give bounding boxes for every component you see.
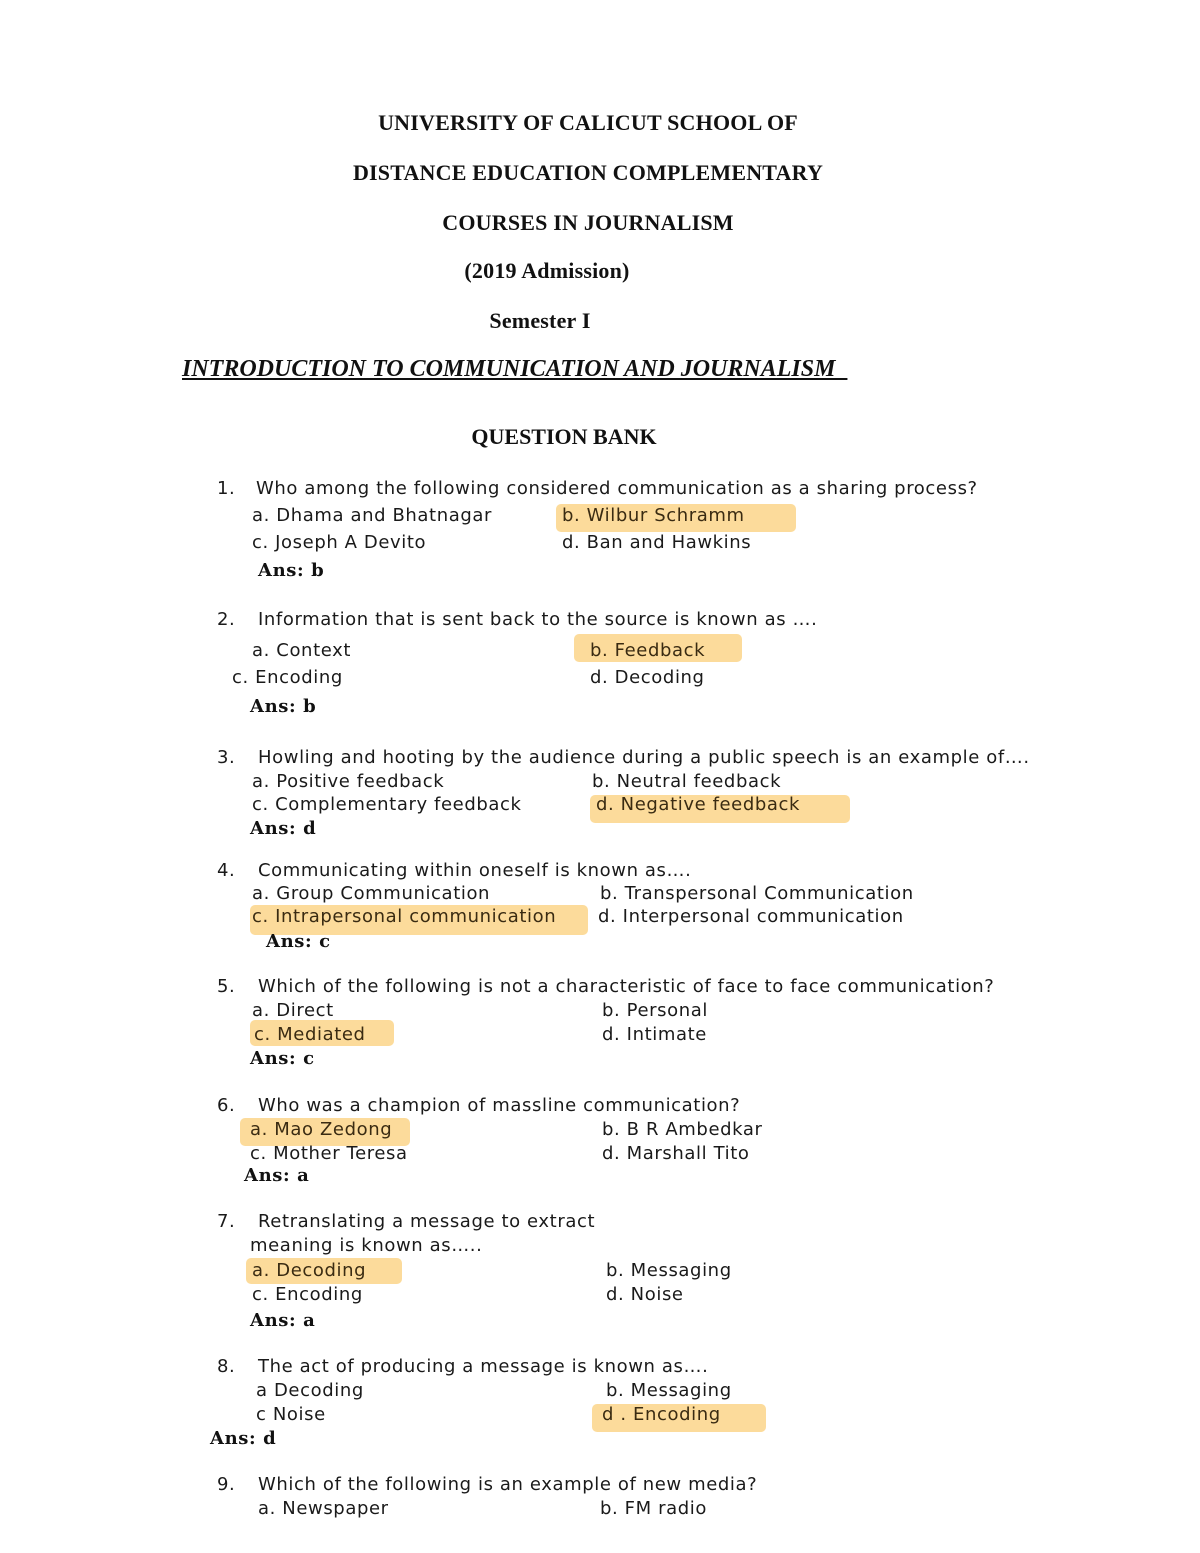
option-b: b. Feedback (590, 640, 706, 661)
option-d: d. Negative feedback (596, 794, 801, 815)
header-university: UNIVERSITY OF CALICUT SCHOOL OF (378, 110, 798, 135)
option-d: d. Noise (606, 1284, 684, 1305)
answer: Ans: b (250, 696, 317, 717)
question-text: Which of the following is an example of new media? (258, 1474, 758, 1495)
option-a: a. Positive feedback (252, 771, 445, 792)
question-number: 2. (217, 609, 236, 630)
answer: Ans: c (266, 931, 331, 952)
option-a: a. Dhama and Bhatnagar (252, 505, 492, 526)
option-c: c. Encoding (232, 667, 343, 688)
option-d: d. Decoding (590, 667, 705, 688)
header-distance-education: DISTANCE EDUCATION COMPLEMENTARY (352, 160, 824, 185)
answer: Ans: b (258, 560, 325, 581)
option-b: b. Messaging (606, 1380, 732, 1401)
header-admission: (2019 Admission) (464, 258, 630, 283)
option-c: c. Joseph A Devito (252, 532, 427, 553)
question-text: Retranslating a message to extract (258, 1211, 596, 1232)
answer: Ans: c (250, 1048, 315, 1069)
option-b: b. Personal (602, 1000, 708, 1021)
answer: Ans: a (250, 1310, 316, 1331)
option-d: d. Marshall Tito (602, 1143, 750, 1164)
question-text-continued: meaning is known as….. (250, 1235, 483, 1256)
question-text: Which of the following is not a characteristic of face to face communication? (258, 976, 995, 997)
option-a: a. Context (252, 640, 351, 661)
option-b: b. Wilbur Schramm (562, 505, 745, 526)
question-text: Who was a champion of massline communication? (258, 1095, 741, 1116)
option-a: a Decoding (256, 1380, 364, 1401)
option-d: d. Interpersonal communication (598, 906, 904, 927)
question-text: The act of producing a message is known as…. (258, 1356, 709, 1377)
question-text: Howling and hooting by the audience during a public speech is an example of…. (258, 747, 1030, 768)
question-text: Communicating within oneself is known as…. (258, 860, 692, 881)
option-c: c. Intrapersonal communication (252, 906, 557, 927)
option-a: a. Newspaper (258, 1498, 389, 1519)
option-a: a. Group Communication (252, 883, 491, 904)
question-number: 9. (217, 1474, 236, 1495)
option-b: b. FM radio (600, 1498, 707, 1519)
question-number: 4. (217, 860, 236, 881)
option-c: c. Mother Teresa (250, 1143, 408, 1164)
option-d: d. Intimate (602, 1024, 707, 1045)
option-a: a. Mao Zedong (250, 1119, 393, 1140)
header-courses: COURSES IN JOURNALISM (442, 210, 734, 235)
question-text: Information that is sent back to the source is known as …. (258, 609, 818, 630)
question-number: 5. (217, 976, 236, 997)
option-c: c. Encoding (252, 1284, 363, 1305)
question-number: 6. (217, 1095, 236, 1116)
option-d: d. Ban and Hawkins (562, 532, 752, 553)
option-b: b. Messaging (606, 1260, 732, 1281)
option-b: b. Transpersonal Communication (600, 883, 914, 904)
option-b: b. B R Ambedkar (602, 1119, 763, 1140)
question-number: 8. (217, 1356, 236, 1377)
option-b: b. Neutral feedback (592, 771, 782, 792)
header-semester: Semester I (489, 308, 591, 333)
option-c: c Noise (256, 1404, 326, 1425)
question-text: Who among the following considered communication as a sharing process? (256, 478, 978, 499)
option-d: d . Encoding (602, 1404, 721, 1425)
option-c: c. Complementary feedback (252, 794, 522, 815)
option-a: a. Direct (252, 1000, 334, 1021)
answer: Ans: d (250, 818, 317, 839)
question-number: 1. (217, 478, 236, 499)
answer: Ans: d (210, 1428, 277, 1449)
question-number: 7. (217, 1211, 236, 1232)
question-number: 3. (217, 747, 236, 768)
option-c: c. Mediated (254, 1024, 366, 1045)
course-title: INTRODUCTION TO COMMUNICATION AND JOURNALISM (182, 356, 848, 382)
section-title: QUESTION BANK (471, 424, 657, 449)
option-a: a. Decoding (252, 1260, 367, 1281)
answer: Ans: a (244, 1165, 310, 1186)
